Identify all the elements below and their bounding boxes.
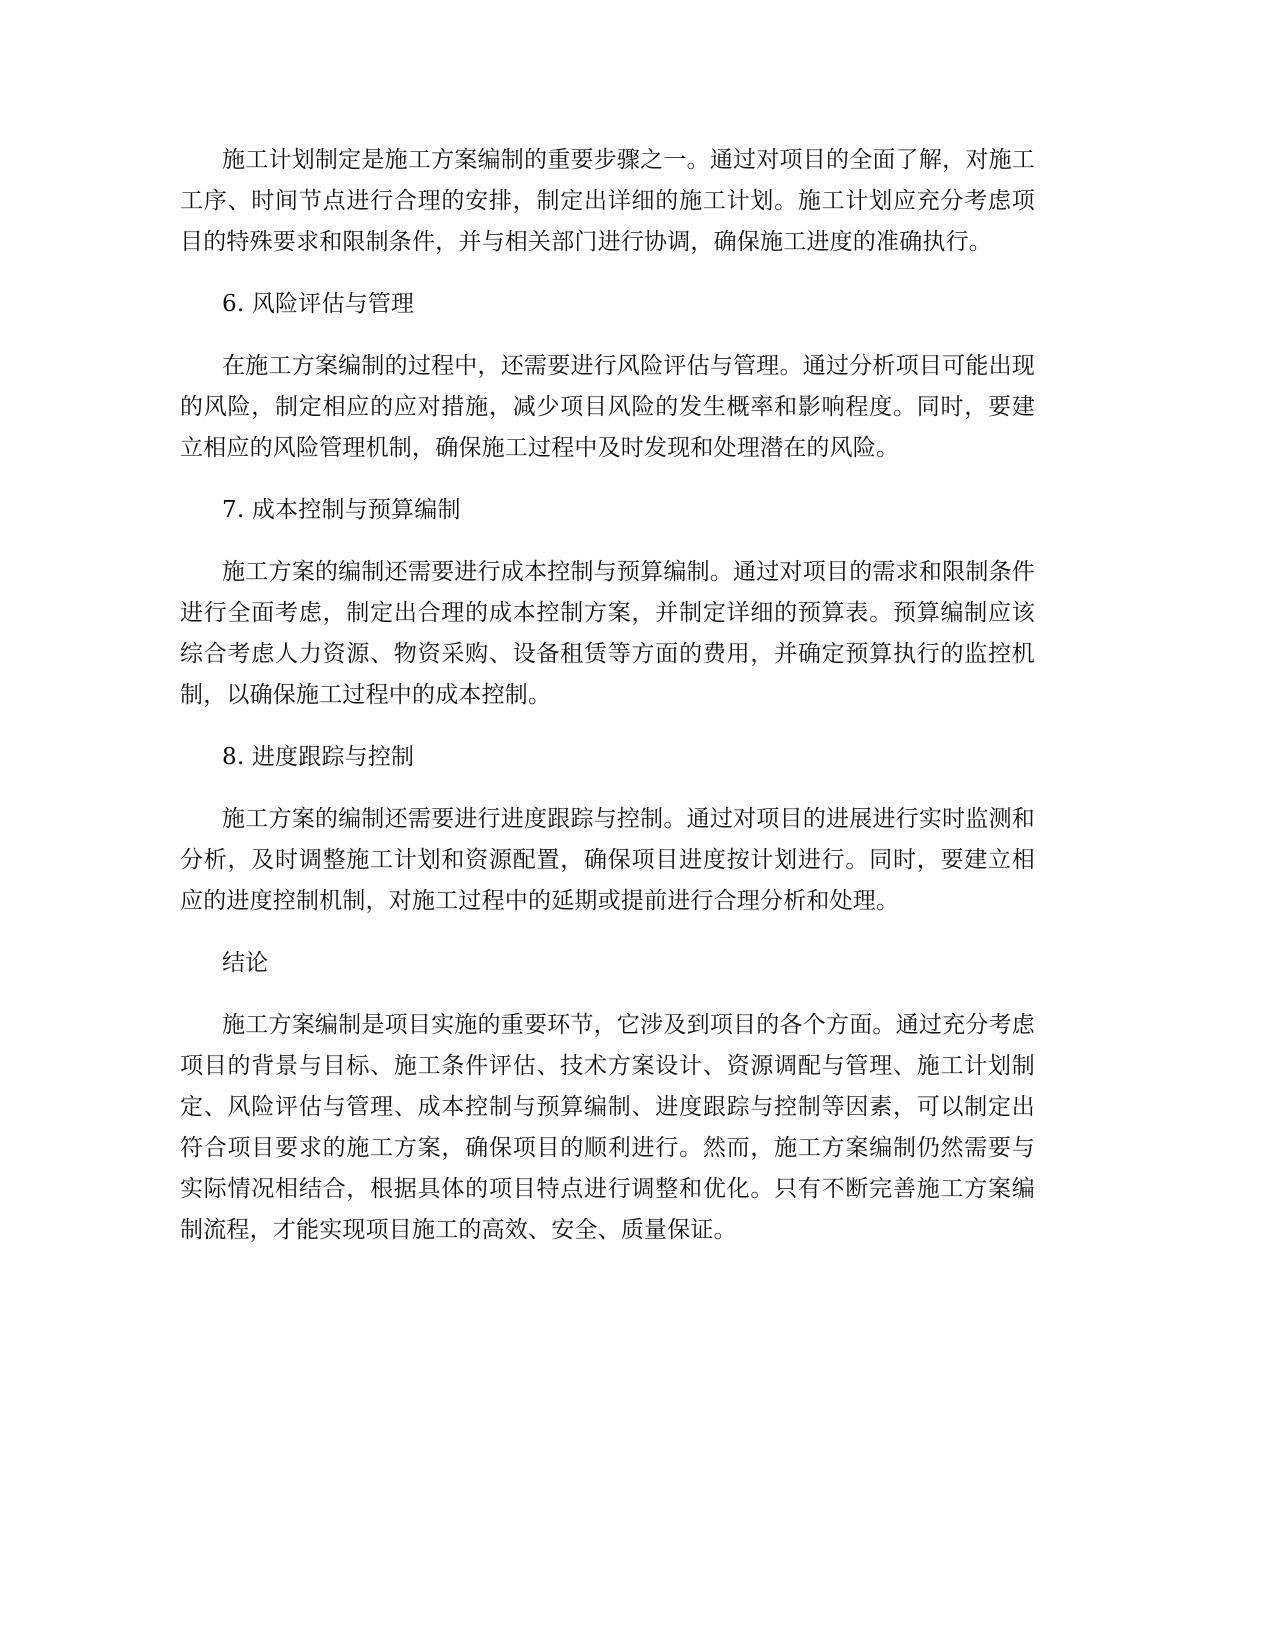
document-body [180,140,1035,1272]
section-heading-cost: 7. 成本控制与预算编制 [222,497,461,523]
paragraph-construction-plan: 施工计划制定是施工方案编制的重要步骤之一。通过对项目的全面了解，对施工工序、时间节点进行合理的安排，制定出详细的施工计划。施工计划应充分考虑项目的特殊要求和限制条件，并与相关部门进行协调，确保施工进度的准确执行。 [180,147,1035,255]
section-heading-conclusion: 结论 [222,950,269,976]
paragraph-risk-management: 在施工方案编制的过程中，还需要进行风险评估与管理。通过分析项目可能出现的风险，制定相应的应对措施，减少项目风险的发生概率和影响程度。同时，要建立相应的风险管理机制，确保施工过程中及时发现和处理潜在的风险。 [180,353,1035,461]
paragraph-progress-control: 施工方案的编制还需要进行进度跟踪与控制。通过对项目的进展进行实时监测和分析，及时调整施工计划和资源配置，确保项目进度按计划进行。同时，要建立相应的进度控制机制，对施工过程中的延期或提前进行合理分析和处理。 [180,806,1035,914]
paragraph-conclusion: 施工方案编制是项目实施的重要环节，它涉及到项目的各个方面。通过充分考虑项目的背景与目标、施工条件评估、技术方案设计、资源调配与管理、施工计划制定、风险评估与管理、成本控制与预算编制、进度跟踪与控制等因素，可以制定出符合项目要求的施工方案，确保项目的顺利进行。然而，施工方案编制仍然需要与实际情况相结合，根据具体的项目特点进行调整和优化。只有不断完善施工方案编制流程，才能实现项目施工的高效、安全、质量保证。 [180,1012,1035,1243]
section-heading-progress: 8. 进度跟踪与控制 [222,744,415,770]
section-heading-risk: 6. 风险评估与管理 [222,291,415,317]
paragraph-cost-budget: 施工方案的编制还需要进行成本控制与预算编制。通过对项目的需求和限制条件进行全面考虑，制定出合理的成本控制方案，并制定详细的预算表。预算编制应该综合考虑人力资源、物资采购、设备租赁等方面的费用，并确定预算执行的监控机制，以确保施工过程中的成本控制。 [180,559,1035,708]
